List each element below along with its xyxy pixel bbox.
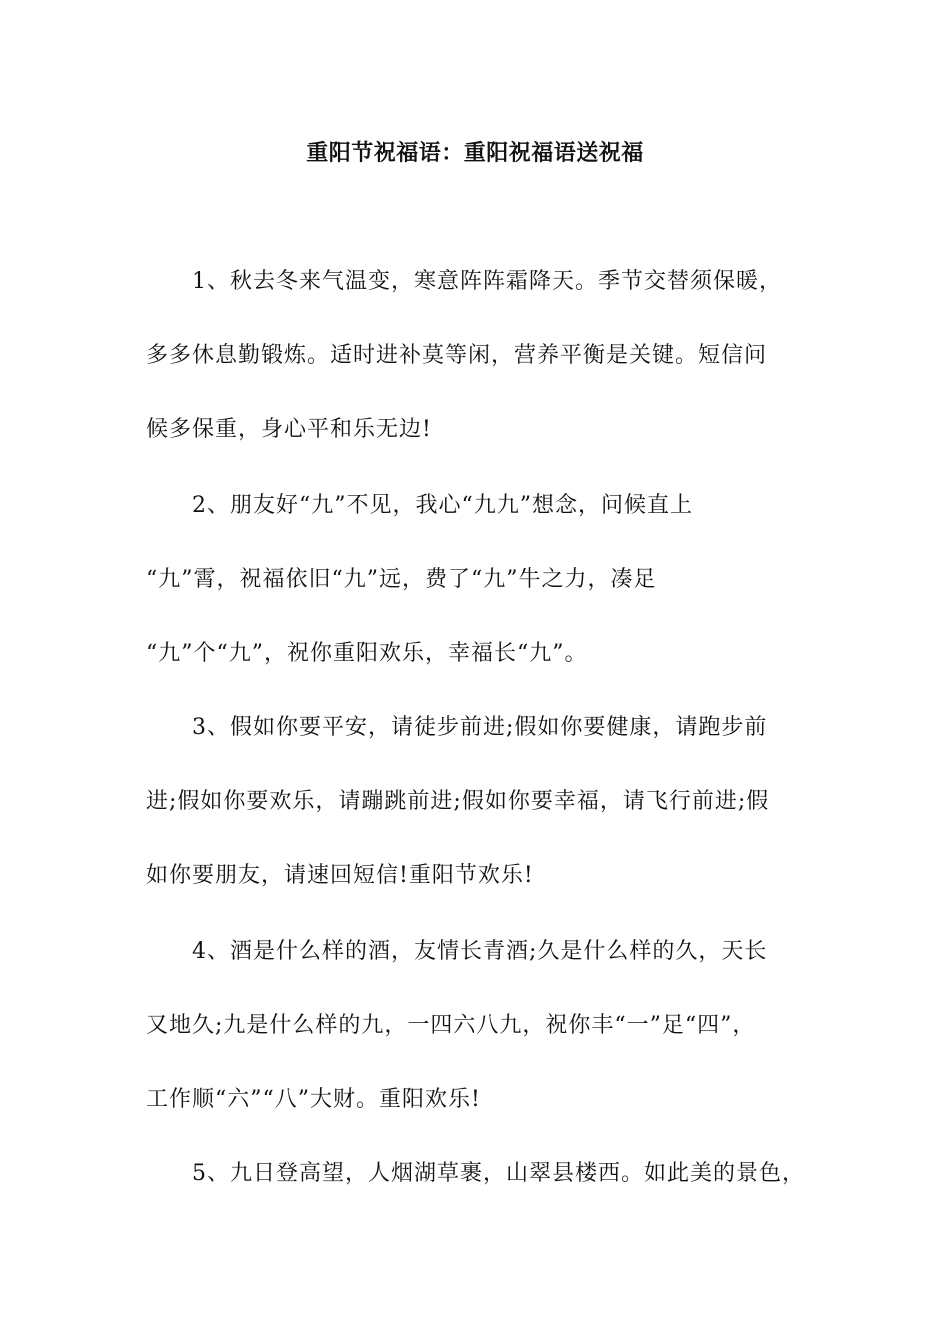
paragraph-2-line-3: “九”个“九”，祝你重阳欢乐，幸福长“九”。: [146, 641, 588, 666]
paragraph-3-line-2: 进;假如你要欢乐，请蹦跳前进;假如你要幸福，请飞行前进;假: [146, 789, 770, 814]
paragraph-3-line-3: 如你要朋友，请速回短信!重阳节欢乐!: [146, 863, 534, 888]
paragraph-1-line-2: 多多休息勤锻炼。适时进补莫等闲，营养平衡是关键。短信问: [146, 343, 768, 368]
paragraph-4-line-3: 工作顺“六”“八”大财。重阳欢乐!: [146, 1087, 481, 1112]
paragraph-2-line-1: 2、朋友好“九”不见，我心“九九”想念，问候直上: [192, 493, 693, 518]
paragraph-5-line-1: 5、九日登高望，人烟湖草裹，山翠县楼西。如此美的景色，: [192, 1161, 805, 1186]
paragraph-3-line-1: 3、假如你要平安，请徒步前进;假如你要健康，请跑步前: [192, 715, 768, 740]
paragraph-1-line-1: 1、秋去冬来气温变，寒意阵阵霜降天。季节交替须保暖，: [192, 269, 782, 294]
paragraph-4-line-2: 又地久;九是什么样的九，一四六八九，祝你丰“一”足“四”，: [146, 1013, 756, 1038]
paragraph-1-line-3: 候多保重，身心平和乐无边!: [146, 417, 432, 442]
paragraph-2-line-2: “九”霄，祝福依旧“九”远，费了“九”牛之力，凑足: [146, 567, 657, 592]
document-title: 重阳节祝福语：重阳祝福语送祝福: [306, 140, 644, 166]
paragraph-4-line-1: 4、酒是什么样的酒，友情长青酒;久是什么样的久，天长: [192, 939, 768, 964]
